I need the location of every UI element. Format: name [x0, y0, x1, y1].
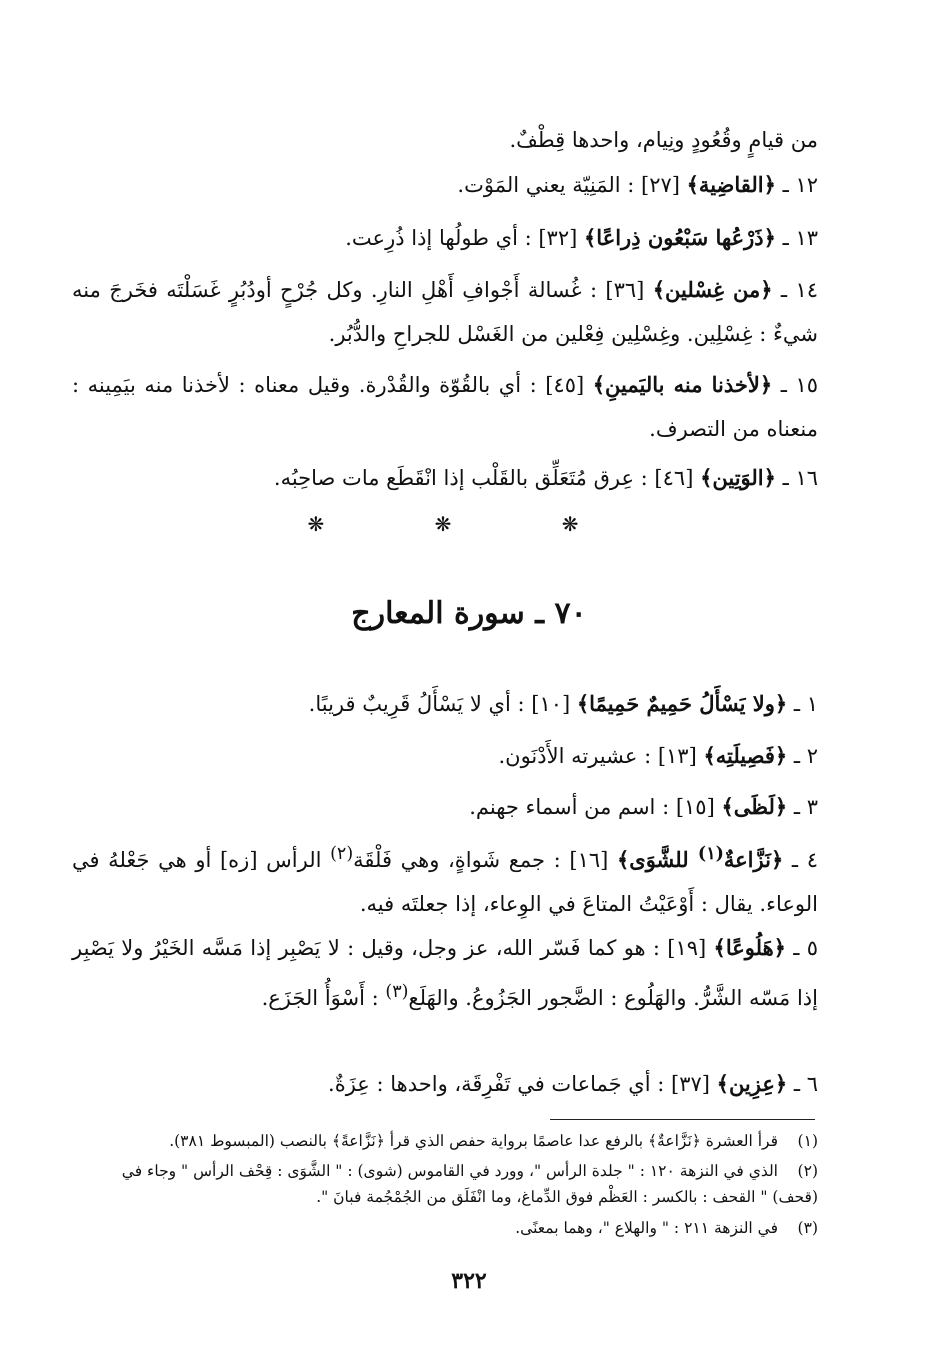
entry-text: [٢٧] : المَنِيّة يعني المَوْت.: [457, 173, 687, 197]
entry-number: ٤ ـ: [791, 848, 818, 872]
quran-quote: ﴿لَظَى﴾: [721, 794, 788, 819]
section-separator: ❋ ❋ ❋: [307, 512, 631, 536]
entry-text: [١٠] : أي لا يَسْأَلُ قَرِيبٌ قريبًا.: [308, 692, 577, 716]
entry-text: [١٦] : جمع شَواةٍ، وهي فَلْقَة: [353, 848, 617, 872]
quote-end: للشَّوَى﴾: [616, 847, 698, 872]
item-3: [72, 785, 818, 829]
footnote-1: [72, 1128, 818, 1154]
footnote-ref-1: (١): [697, 844, 724, 864]
entry-text: [١٣] : عشيرته الأَدْنَون.: [498, 744, 704, 768]
footnote-ref-3: (٣): [385, 982, 409, 1002]
footnote-mark: (٣): [797, 1219, 818, 1237]
quran-quote: ﴿فَصِيلَتِه﴾: [703, 743, 788, 768]
entry-text-cont: : أَسْوَأُ الجَزَع.: [261, 986, 386, 1010]
quran-quote: ﴿هَلُوعًا﴾: [713, 935, 786, 960]
entry-number: ١ ـ: [793, 692, 818, 716]
entry-text: [١٩] : هو كما فَسّر الله، عز وجل، وقيل : لا يَصْبِر إذا مَسَّه الخَيْرُ ولا يَصْبِر إذا مَسّه الشَّرُّ. والهَلُوع : الضَّجور الجَزُوعُ. والهَلَع: [72, 936, 818, 1010]
footnote-mark: (٢): [797, 1162, 818, 1180]
quran-quote: ﴿من غِسْلين﴾: [652, 277, 773, 302]
entry-13: [72, 216, 818, 260]
item-2: [72, 734, 818, 778]
item-1: [72, 682, 818, 726]
entry-number: ٦ ـ: [793, 1072, 818, 1096]
footnote-text: في النزهة ٢١١ : " والهلاع "، وهما بمعنًى.: [515, 1219, 778, 1237]
footnote-ref-2: (٢): [330, 844, 354, 864]
quran-quote: ﴿الوَتِين﴾: [700, 465, 776, 490]
entry-number: ١٦ ـ: [782, 466, 818, 490]
entry-text-cont: الرأس [زه] أو هي جَعْلهُ في الوعاء. يقال : أَوْعَيْتُ المتاعَ في الوِعاء، إذا جعلتَه فيه.: [72, 848, 818, 916]
footnote-mark: (١): [797, 1132, 818, 1150]
entry-number: ٣ ـ: [793, 795, 818, 819]
item-5: [72, 926, 818, 1020]
quran-quote: ﴿ولا يَسْأَلُ حَمِيمٌ حَمِيمًا﴾: [576, 691, 788, 716]
quran-quote: [616, 844, 784, 872]
item-6: [72, 1062, 818, 1106]
entry-number: ١٥ ـ: [780, 373, 818, 397]
entry-12: [72, 163, 818, 207]
quran-quote: ﴿القاضِية﴾: [686, 172, 776, 197]
entry-text: [٣٧] : أي جَماعات في تَفْرِقَة، واحدها : عِزَةٌ.: [328, 1072, 717, 1096]
entry-number: ٢ ـ: [793, 744, 818, 768]
entry-number: ١٤ ـ: [780, 278, 818, 302]
entry-14: [72, 268, 818, 356]
entry-text: [٤٥] : أي بالقُوّة والقُدْرة. وقيل معناه : لأخذنا منه بيَمِينه : منعناه من التصرف.: [72, 373, 818, 441]
footnote-2: [72, 1158, 818, 1210]
quran-quote: ﴿لأخذنا منه باليَمينِ﴾: [592, 372, 773, 397]
entry-text: [١٥] : اسم من أسماء جهنم.: [469, 795, 722, 819]
continuation-line: من قيامٍ وقُعُودٍ ونِيام، واحدها قِطْفٌ.: [509, 128, 818, 152]
quran-quote: ﴿عِزِين﴾: [716, 1071, 788, 1096]
entry-number: ١٢ ـ: [782, 173, 818, 197]
quote-start: ﴿نَزَّاعةٌ: [723, 847, 784, 872]
footnote-divider: [550, 1119, 815, 1120]
entry-15: [72, 363, 818, 451]
entry-number: ١٣ ـ: [782, 226, 818, 250]
quran-quote: ﴿ذَرْعُها سَبْعُون ذِراعًا﴾: [583, 225, 776, 250]
entry-number: ٥ ـ: [793, 936, 818, 960]
entry-text: [٤٦] : عِرق مُتَعَلِّق بالقَلْب إذا انْقَطَع مات صاحِبُه.: [273, 466, 701, 490]
footnote-text: الذي في النزهة ١٢٠ : " جلدة الرأس "، وورد في القاموس (شوى) : " الشَّوَى : قِحْف الرأس " وجاء في (قحف) " القحف : بالكسر : العَظْم فوق الدِّماغ، وما انْفَلَق من الجُمْجُمة فبانَ ".: [121, 1162, 818, 1206]
page-number: ٣٢٢: [451, 1268, 487, 1294]
entry-text: [٣٦] : غُسالة أَجْوافِ أَهْلِ النارِ. وكل جُرْحٍ أودُبُرٍ غَسَلْتَه فخَرجَ منه شيءٌ : غِسْلِين. وغِسْلِين فِعْلين من الغَسْل للجراحِ والدُّبُر.: [72, 278, 818, 346]
footnote-text: قرأ العشرة ﴿نَزَّاعةٌ﴾ بالرفع عدا عاصمًا برواية حفص الذي قرأ ﴿نَزَّاعةً﴾ بالنصب (المبسوط ٣٨١).: [169, 1132, 778, 1150]
item-4: [72, 832, 818, 926]
footnote-3: [72, 1215, 818, 1241]
surah-title: ٧٠ ـ سورة المعارج: [351, 596, 587, 631]
entry-text: [٣٢] : أي طولُها إذا ذُرِعت.: [345, 226, 584, 250]
entry-16: [72, 456, 818, 500]
